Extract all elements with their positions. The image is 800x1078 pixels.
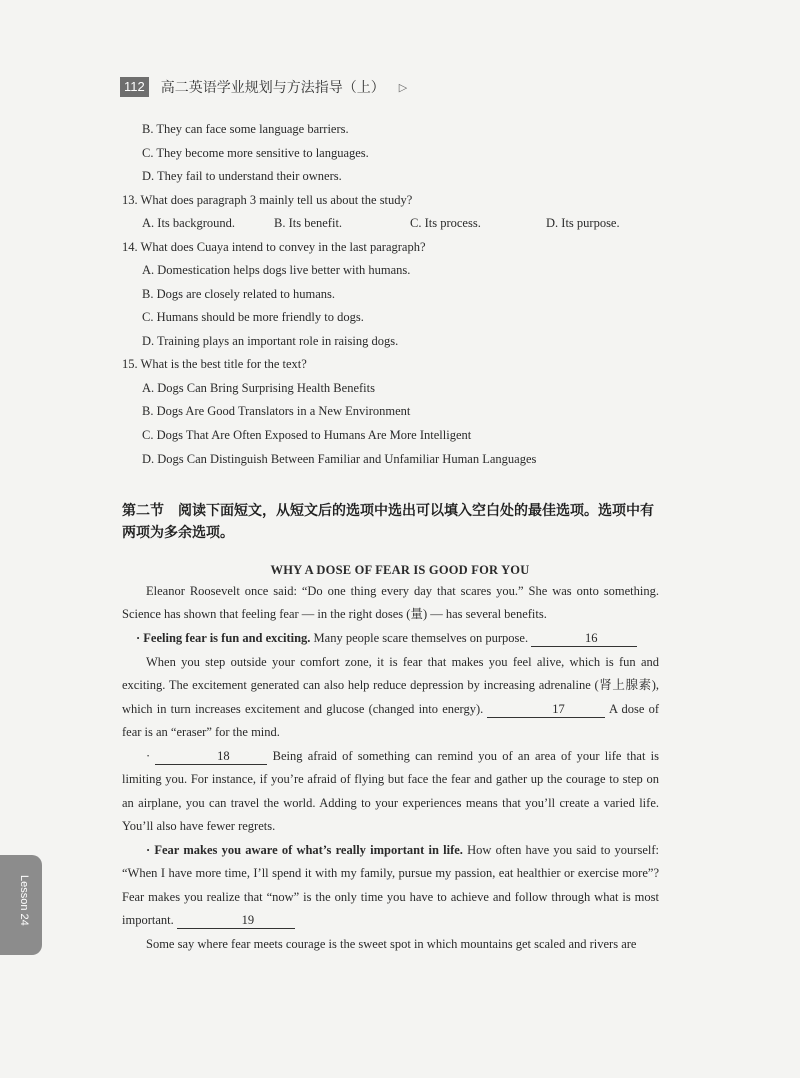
q15-option-d: D. Dogs Can Distinguish Between Familiar and Unfamiliar Human Languages: [142, 452, 537, 466]
q12-option-c: C. They become more sensitive to languages.: [142, 146, 369, 160]
paragraph-4-text: Being afraid of something can remind you of an area of your life that is limiting you. For instance, if you’re afraid of flying but face the fear and gather up the courage to step on an airplane, you can travel the world. Adding to your experiences means that you’ll create a varied life. You’ll also have fewer regrets.: [122, 749, 659, 834]
paragraph-1: Eleanor Roosevelt once said: “Do one thing every day that scares you.” She was onto something. Science has shown that feeling fear — in the right doses (量) — has several benefits.: [122, 584, 659, 622]
paragraph-4: [122, 745, 659, 839]
blank-16[interactable]: 16: [531, 631, 637, 647]
blank-19[interactable]: 19: [177, 913, 295, 929]
q13-stem: 13. What does paragraph 3 mainly tell us about the study?: [122, 193, 413, 207]
paragraph-6: Some say where fear meets courage is the sweet spot in which mountains get scaled and rivers are: [146, 937, 637, 951]
page-header: [120, 76, 407, 98]
paragraph-3-text-a: When you step outside your comfort zone, it is fear that makes you feel alive, which is fun and exciting. The excitement generated can also help reduce depression by increasing adrenaline (肾上腺素), which in turn increases excitement and glucose (changed into energy).: [122, 655, 659, 716]
paragraph-3-text-b: A dose of fear is an “eraser” for the mind.: [122, 701, 659, 740]
paragraph-5-text: How often have you said to yourself: “When I have more time, I’ll spend it with my family, pursue my passion, eat healthier or exercise more”? Fear makes you realize that “now” is the only time you have to achieve and follow through what is most important.: [122, 843, 659, 928]
q14-option-d: D. Training plays an important role in raising dogs.: [142, 334, 399, 348]
q15-option-b: B. Dogs Are Good Translators in a New Environment: [142, 404, 411, 418]
q14-option-b: B. Dogs are closely related to humans.: [142, 287, 336, 301]
paragraph-2-heading: · Feeling fear is fun and exciting.: [136, 631, 311, 645]
paragraph-2-text: Many people scare themselves on purpose.: [310, 631, 532, 645]
side-tab-label: Lesson 24: [18, 875, 30, 926]
section-instruction: 第二节 阅读下面短文，从短文后的选项中选出可以填入空白处的最佳选项。选项中有两项为多余选项。: [122, 503, 654, 541]
book-title: 高二英语学业规划与方法指导（上）: [160, 80, 385, 96]
page-number: 112: [120, 77, 149, 97]
q13-option-d: D. Its purpose.: [546, 216, 620, 230]
q15-option-a: A. Dogs Can Bring Surprising Health Benefits: [142, 381, 375, 395]
q15-stem: 15. What is the best title for the text?: [122, 357, 307, 371]
article-title: WHY A DOSE OF FEAR IS GOOD FOR YOU: [270, 563, 530, 577]
q14-option-a: A. Domestication helps dogs live better with humans.: [142, 263, 411, 277]
q15-option-c: C. Dogs That Are Often Exposed to Humans Are More Intelligent: [142, 428, 472, 442]
q14-option-c: C. Humans should be more friendly to dogs.: [142, 310, 364, 324]
q14-stem: 14. What does Cuaya intend to convey in the last paragraph?: [122, 240, 426, 254]
q13-option-a: A. Its background.: [142, 216, 236, 230]
paragraph-4-dot: ·: [146, 749, 156, 763]
paragraph-5: [122, 839, 659, 933]
q12-option-b: B. They can face some language barriers.: [142, 122, 349, 136]
paragraph-5-heading: · Fear makes you aware of what’s really important in life.: [146, 843, 463, 857]
q13-option-c: C. Its process.: [410, 216, 481, 230]
paragraph-3: [122, 651, 659, 745]
blank-17[interactable]: 17: [487, 702, 605, 718]
q13-option-b: B. Its benefit.: [274, 216, 343, 230]
paragraph-2: [122, 627, 659, 650]
triangle-right-icon: ▷: [398, 81, 408, 94]
q12-option-d: D. They fail to understand their owners.: [142, 169, 342, 183]
blank-18[interactable]: 18: [155, 749, 267, 765]
